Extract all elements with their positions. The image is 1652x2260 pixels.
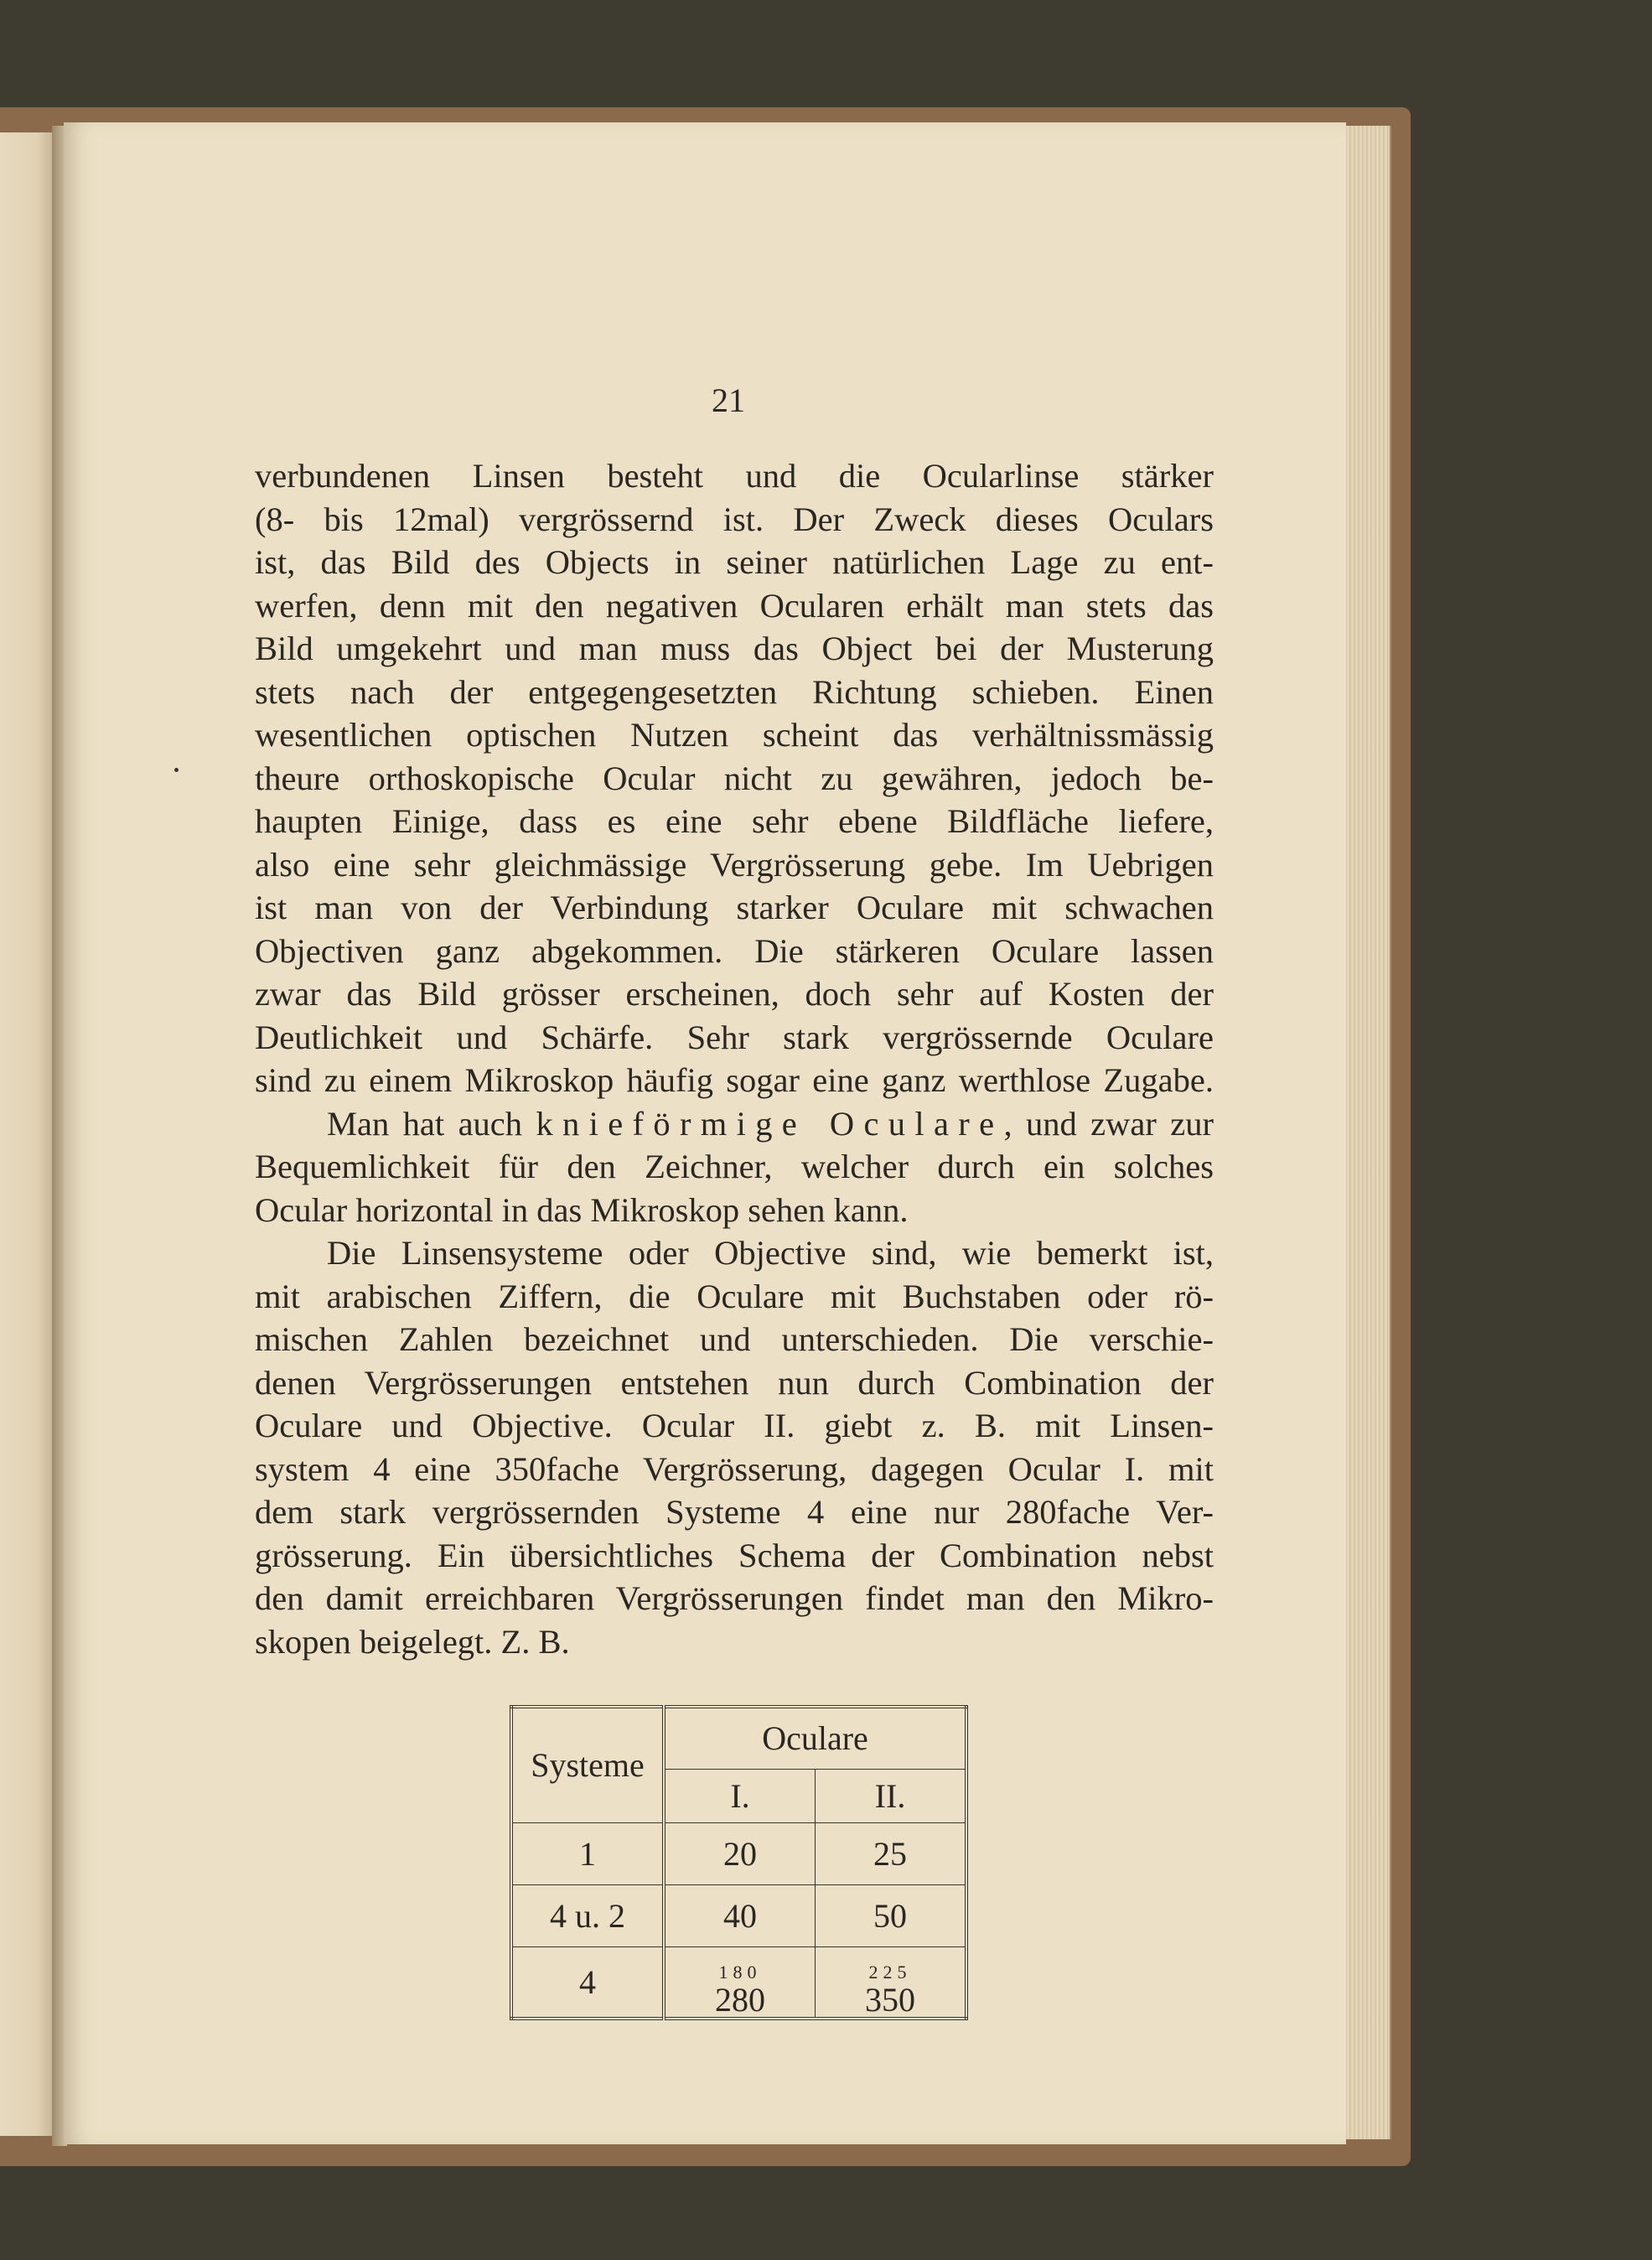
emphasized-term: knieförmige Oculare [536, 1104, 1004, 1143]
header-systeme: Systeme [511, 1707, 664, 1822]
text-line: Deutlichkeit und Schärfe. Sehr stark vergrössernde Oculare [255, 1018, 1214, 1056]
text-line: also eine sehr gleichmässige Vergrösserung gebe. Im Uebrigen [255, 845, 1214, 884]
text-line: (8- bis 12mal) vergrössernd ist. Der Zweck dieses Oculars [255, 500, 1214, 538]
cell-ocular-1: 20 [664, 1822, 816, 1884]
header-oculare: Oculare [664, 1707, 966, 1769]
text-line: system 4 eine 350fache Vergrösserung, dagegen Ocular I. mit [255, 1449, 1214, 1488]
ink-speck [174, 768, 179, 772]
table-row [511, 1884, 966, 1946]
text-line: den damit erreichbaren Vergrösserungen findet man den Mikro- [255, 1579, 1214, 1617]
text-line: Die Linsensysteme oder Objective sind, wie bemerkt ist, [327, 1234, 1214, 1272]
text-line: Bild umgekehrt und man muss das Object bei der Musterung [255, 630, 1214, 667]
text-line: denen Vergrösserungen entstehen nun durch Combination der [255, 1363, 1214, 1402]
paragraph-3 [255, 1231, 1214, 1663]
cell-ocular-2 [816, 1946, 967, 2019]
text-line: mischen Zahlen bezeichnet und unterschieden. Die verschie- [255, 1320, 1214, 1358]
stacked-value-main: 280 [715, 1980, 765, 2019]
stacked-value [865, 1963, 915, 2017]
text-line: wesentlichen optischen Nutzen scheint das verhältnissmässig [255, 716, 1214, 754]
text-line: Ocular horizontal in das Mikroskop sehen kann. [255, 1190, 909, 1229]
paragraph-2 [255, 1102, 1214, 1232]
text-line: sind zu einem Mikroskop häufig sogar eine ganz werthlose Zugabe. [255, 1061, 1214, 1099]
cell-system: 1 [511, 1822, 664, 1884]
table-row [511, 1946, 966, 2019]
magnification-table [510, 1705, 968, 2020]
cell-system: 4 [511, 1946, 664, 2019]
stacked-value-top: 225 [868, 1961, 912, 1983]
text-line: Oculare und Objective. Ocular II. giebt z. B. mit Linsen- [255, 1407, 1214, 1444]
text-line: werfen, denn mit den negativen Ocularen erhält man stets das [255, 586, 1214, 625]
paragraph-1 [255, 454, 1214, 1102]
text-line: Objectiven ganz abgekommen. Die stärkeren Oculare lassen [255, 931, 1214, 970]
body-text [255, 454, 1214, 1663]
page-number: 21 [712, 381, 745, 419]
text-line: haupten Einige, dass es eine sehr ebene Bildfläche liefere, [255, 802, 1214, 840]
text-line: grösserung. Ein übersichtliches Schema der Combination nebst [255, 1536, 1214, 1574]
cell-ocular-1 [664, 1946, 816, 2019]
text-line: skopen beigelegt. Z. B. [255, 1622, 570, 1661]
text-run: Man hat auch [327, 1104, 536, 1143]
text-line: mit arabischen Ziffern, die Oculare mit Buchstaben oder rö- [255, 1277, 1214, 1315]
cell-ocular-2: 25 [816, 1822, 967, 1884]
table-header-row [511, 1707, 966, 1769]
book-page [64, 122, 1346, 2144]
left-page-edge [0, 132, 52, 2136]
text-line [255, 1102, 1214, 1146]
table-row [511, 1822, 966, 1884]
cell-ocular-1: 40 [664, 1884, 816, 1946]
subheader-ocular-1: I. [664, 1769, 816, 1822]
text-line: Bequemlichkeit für den Zeichner, welcher durch ein solches [255, 1148, 1214, 1185]
text-line: ist man von der Verbindung starker Oculare mit schwachen [255, 889, 1214, 926]
text-line: dem stark vergrössernden Systeme 4 eine nur 280fache Ver- [255, 1493, 1214, 1531]
text-line: stets nach der entgegengesetzten Richtung schieben. Einen [255, 672, 1214, 711]
stacked-value-main: 350 [865, 1980, 915, 2019]
text-line: ist, das Bild des Objects in seiner natürlichen Lage zu ent- [255, 543, 1214, 581]
text-line: zwar das Bild grösser erscheinen, doch sehr auf Kosten der [255, 975, 1214, 1013]
text-run: , und zwar zur [1003, 1104, 1214, 1143]
text-line: theure orthoskopische Ocular nicht zu gewähren, jedoch be- [255, 759, 1214, 797]
subheader-ocular-2: II. [816, 1769, 967, 1822]
cell-system: 4 u. 2 [511, 1884, 664, 1946]
text-line: verbundenen Linsen besteht und die Ocularlinse stärker [255, 457, 1214, 495]
stacked-value-top: 180 [718, 1961, 762, 1983]
cell-ocular-2: 50 [816, 1884, 967, 1946]
stacked-value [715, 1963, 765, 2017]
